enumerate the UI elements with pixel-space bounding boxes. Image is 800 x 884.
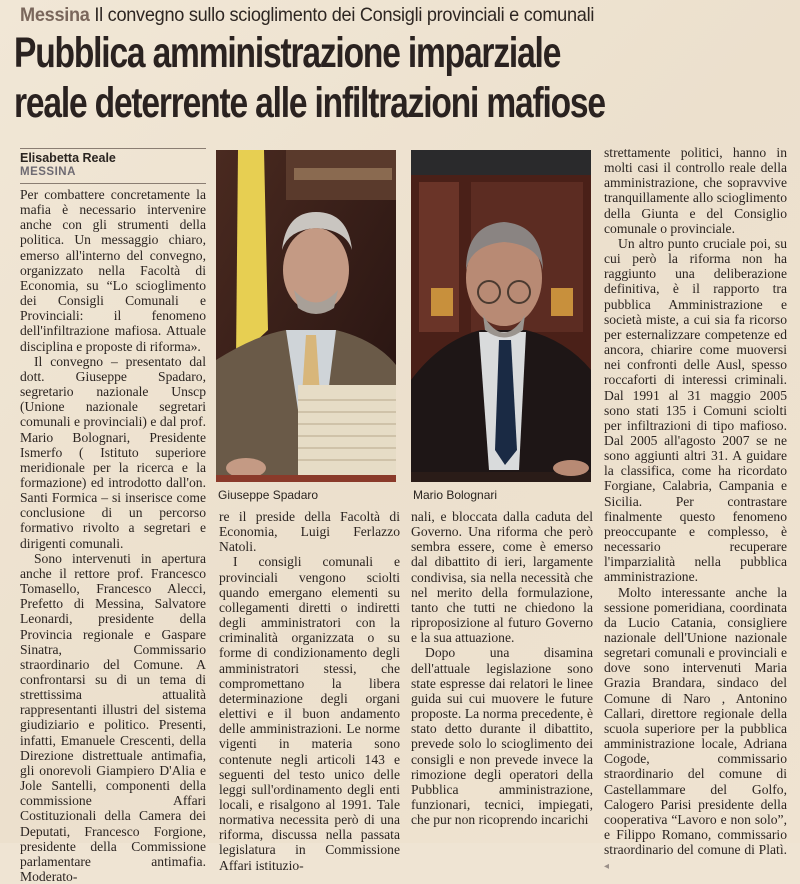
paragraph: Sono intervenuti in apertura anche il rettore prof. Francesco Tomasello, Francesco Alecci, Prefetto di Messina, Salvatore Leonardi, presidente della Provincia regionale e Gaspare Sinatra, Commissario straordinario del Comune. A confrontarsi su di un tema di strettissima attualità rappresentanti illustri del sistema giudiziario e politico. Presenti, infatti, Emanuele Crescenti, della Direzione distrettuale antimafia, gli onorevoli Giampiero D'Alia e Jole Santelli, componenti della commissione Affari Costituzionali della Camera dei Deputati, Francesco Forgione, presidente della Commissione parlamentare antimafia. Moderato- — [20, 550, 206, 884]
headline — [14, 28, 605, 128]
paragraph: Un altro punto cruciale poi, su cui però la riforma non ha raggiunto una deliberazione definitiva, è il rapporto tra pubblica Amministrazione e società miste, a cui sia fa ricorso per esternalizzare competenze ed ancora, chiarire come muoversi nei confronti delle Ausl, spesso roccaforti di interessi criminali. Dal 1991 al 31 maggio 2005 sono stati 135 i Comuni sciolti per infiltrazioni di tipo mafioso. Dal 2005 all'agosto 2007 se ne sono aggiunti altri 31. A guidare la classifica, come ha ricordato Forgiane, Calabria, Campania e Sicilia. Per contrastare finalmente questo fenomeno preoccupante e complesso, è necessario recuperare l'imparzialità nella pubblica amministrazione. — [604, 235, 787, 585]
photo-mario-bolognari — [411, 150, 591, 482]
kicker-text: Il convegno sullo scioglimento dei Consigli provinciali e comunali — [94, 4, 595, 26]
headline-line-1: Pubblica amministrazione imparziale — [14, 29, 561, 77]
kicker — [20, 4, 594, 27]
column-3 — [411, 509, 593, 827]
byline-rule-bottom — [20, 183, 206, 184]
end-of-article-icon: ◂ — [604, 861, 610, 873]
photo-giuseppe-spadaro — [216, 150, 396, 482]
paragraph: Dopo una disamina dell'attuale legislazione sono state espresse dai relatori le linee guida sui cui muovere le future proposte. La norma precedente, è stato detto durante il dibattito, prevede solo lo scioglimento dei consigli e non prevede invece la rimozione degli operatori della Pubblica amministrazione, funzionari, tecnici, impiegati, che pur non ricoprendo incarichi — [411, 645, 593, 828]
portrait-photo-icon — [216, 150, 396, 482]
byline-author: Elisabetta Reale — [20, 151, 116, 165]
paragraph: Il convegno – presentato dal dott. Giuseppe Spadaro, segretario nazionale Unscp (Unione nazionale segretari comunali e provinciali) e dal prof. Mario Bolognari, Presidente Ismerfo ( Istituto superiore meridionale per la ricerca e la formazione) ed introdotto dall'on. Santi Formica – si inserisce come conclusione di un percorso formativo rivolto a segretari e dirigenti comunali. — [20, 353, 206, 551]
paragraph: nali, e bloccata dalla caduta del Governo. Una riforma che però sembra essere, come è emerso dal dibattito di ieri, largamente condivisa, sia nella necessità che nel merito della formulazione, tanto che tutti ne chiedono la riproposizione al futuro Governo e la sua attuazione. — [411, 509, 593, 646]
kicker-place: Messina — [20, 4, 90, 26]
headline-line-2: reale deterrente alle infiltrazioni mafiose — [14, 79, 605, 127]
byline-rule-top — [20, 148, 206, 149]
photo-caption: Mario Bolognari — [413, 488, 498, 502]
paragraph-text: Molto interessante anche la sessione pomeridiana, coordinata da Lucio Catania, consigliere nazionale dell'Unione nazionale segretari comunali e provinciali e dove sono intervenuti Maria Grazia Brandara, sindaco del Comune di Naro , Antonino Callari, direttore regionale della scuola superiore per la pubblica amministrazione locale, Adriana Cogode, commissario straordinario del comune di Castellammare del Golfo, Calogero Parisi presidente della cooperativa “Lavoro e non solo”, e Filippo Romano, commissario straordinario del comune di Platì. — [604, 584, 787, 858]
column-2 — [219, 509, 400, 873]
photo-caption: Giuseppe Spadaro — [218, 488, 319, 502]
portrait-photo-icon — [411, 150, 591, 482]
paragraph: I consigli comunali e provinciali vengono sciolti quando emergano elementi su collegamenti diretti o indiretti degli amministratori con la criminalità organizzata o su forme di condizionamento degli amministratori stessi, che compromettano la libera determinazione degli organi elettivi e il buon andamento delle amministrazioni. Le norme vigenti in materia sono contenute negli articoli 143 e seguenti del testo unico delle leggi sull'ordinamento degli enti locali, e risalgono al 1991. Tale normativa necessita però di una riforma, discussa nella passata legislatura in Commissione Affari istituzio- — [219, 554, 400, 873]
byline-dateline: MESSINA — [20, 166, 76, 178]
paragraph: strettamente politici, hanno in molti casi il controllo reale della amministrazione, che sopravvive tranquillamente allo scioglimento della Giunta e del Consiglio comunale o provinciale. — [604, 145, 787, 236]
paragraph — [604, 585, 787, 875]
paragraph: re il preside della Facoltà di Economia, Luigi Ferlazzo Natoli. — [219, 509, 400, 555]
column-1 — [20, 187, 206, 884]
paragraph: Per combattere concretamente la mafia è necessario intervenire anche con gli strumenti della politica. Un messaggio chiaro, emerso all'interno del convegno, organizzato nella Facoltà di Economia, su “Lo scioglimento dei Consigli Comunali e Provinciali: il fenomeno dell'infiltrazione mafiosa. Attuale disciplina e proposte di riforma». — [20, 187, 206, 354]
column-4 — [604, 145, 787, 875]
